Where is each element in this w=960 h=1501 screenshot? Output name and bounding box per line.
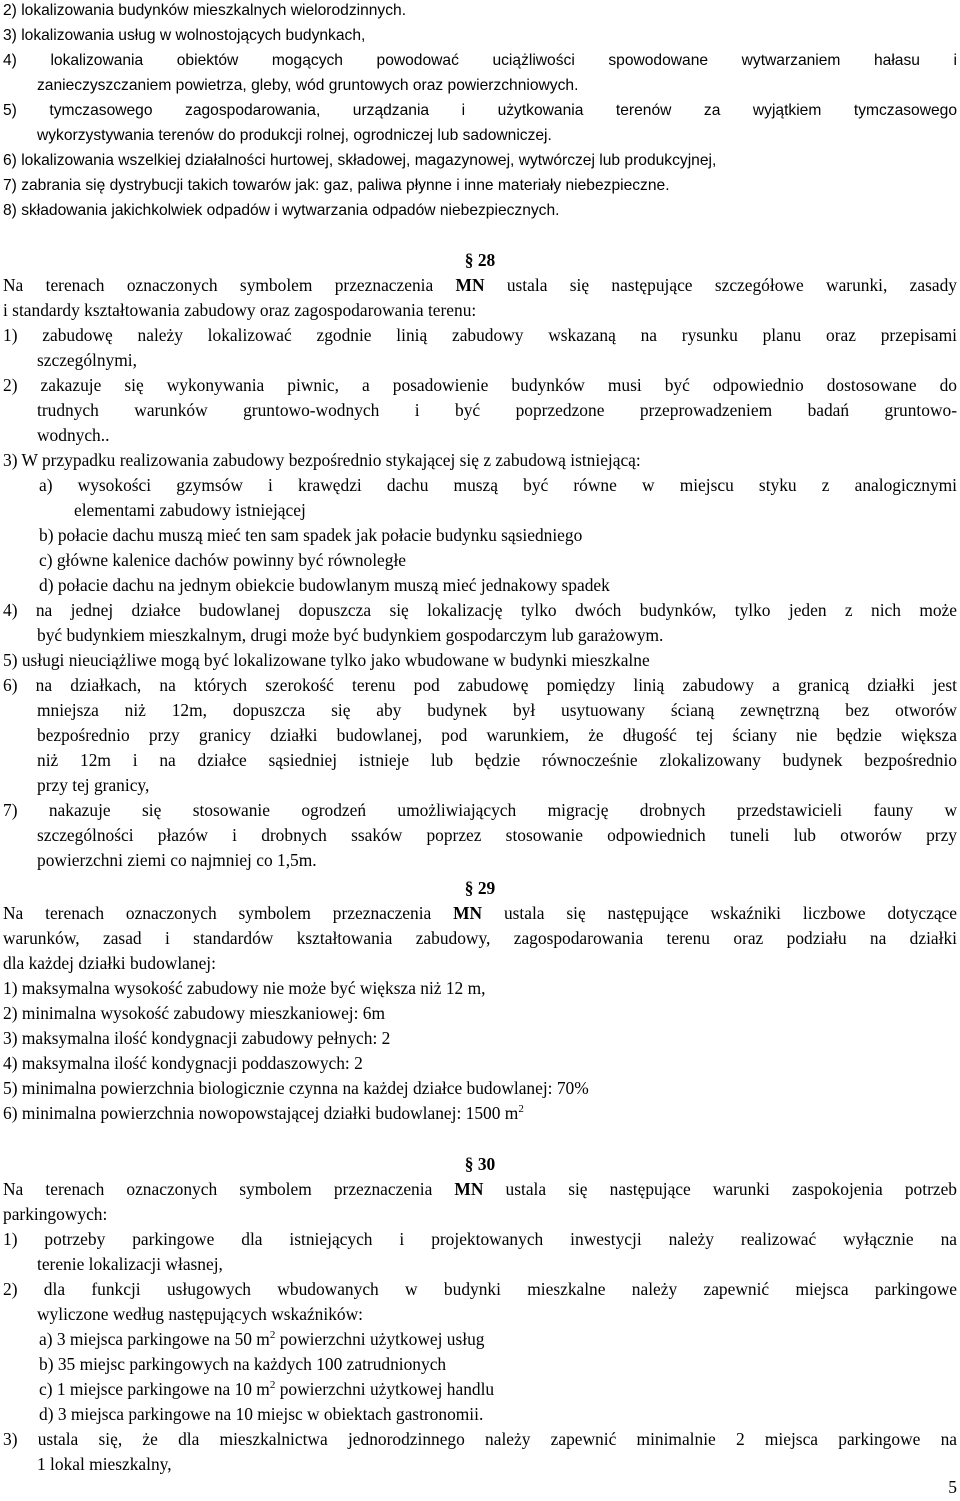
section-28-body	[3, 273, 957, 873]
section-symbol: §	[464, 1154, 474, 1174]
list-item-continuation: zanieczyszczaniem powietrza, gleby, wód gruntowych oraz powierzchniowych.	[37, 77, 579, 94]
list-item: 6) lokalizowania wszelkiej działalności hurtowej, składowej, magazynowej, wytwórczej lub produkcyjnej,	[3, 152, 717, 169]
section-intro	[3, 273, 957, 298]
list-item-continuation: mniejsza niż 12m, dopuszcza się aby budynek był usytuowany ścianą zewnętrzną bez otworów	[37, 700, 957, 720]
list-item: 5) usługi nieuciążliwe mogą być lokalizowane tylko jako wbudowane w budynki mieszkalne	[3, 650, 650, 670]
list-item-continuation: szczególnymi,	[37, 350, 137, 370]
intro-text: Na terenach oznaczonych symbolem przeznaczenia	[3, 1179, 455, 1199]
sub-item: b) 35 miejsc parkingowych na każdych 100 zatrudnionych	[39, 1354, 447, 1374]
intro-text: ustala się następujące warunki zaspokojenia potrzeb	[483, 1179, 957, 1199]
section-intro-continuation: warunków, zasad i standardów kształtowania zabudowy, zagospodarowania terenu oraz podziału na działki	[3, 928, 957, 948]
item-text: 6) minimalna powierzchnia nowopowstającej działki budowlanej: 1500 m	[3, 1103, 519, 1123]
intro-text: ustala się następujące szczegółowe warunki, zasady	[484, 275, 957, 295]
list-item: 6) na działkach, na których szerokość terenu pod zabudowę pomiędzy linią zabudowy a granicą działki jest	[3, 675, 957, 695]
item-text: powierzchni użytkowej usług	[275, 1329, 485, 1349]
list-item-continuation: powierzchni ziemi co najmniej co 1,5m.	[37, 850, 317, 870]
list-item-continuation: wykorzystywania terenów do produkcji rolnej, ogrodniczej lub sadowniczej.	[37, 127, 552, 144]
item-text: powierzchni użytkowej handlu	[275, 1379, 495, 1399]
zone-symbol: MN	[454, 1179, 484, 1199]
section-heading-29	[0, 876, 960, 901]
intro-prohibitions-list	[3, 0, 957, 223]
intro-text: Na terenach oznaczonych symbolem przeznaczenia	[3, 903, 454, 923]
section-number: 28	[477, 250, 496, 270]
list-item-continuation: być budynkiem mieszkalnym, drugi może być budynkiem gospodarczym lub garażowym.	[37, 625, 664, 645]
list-item-continuation: trudnych warunków gruntowo-wodnych i być poprzedzone przeprowadzeniem badań gruntowo-	[37, 400, 957, 420]
superscript: 2	[269, 1379, 276, 1391]
section-number: 29	[477, 878, 496, 898]
list-item: 4) na jednej działce budowlanej dopuszcza się lokalizację tylko dwóch budynków, tylko jeden z nich może	[3, 600, 957, 620]
list-item: 5) minimalna powierzchnia biologicznie czynna na każdej działce budowlanej: 70%	[3, 1078, 589, 1098]
sub-item: c) główne kalenice dachów powinny być równoległe	[39, 550, 407, 570]
list-item: 4) maksymalna ilość kondygnacji poddaszowych: 2	[3, 1053, 363, 1073]
list-item-continuation: terenie lokalizacji własnej,	[37, 1254, 223, 1274]
sub-item: d) 3 miejsca parkingowe na 10 miejsc w obiektach gastronomii.	[39, 1404, 484, 1424]
section-intro-continuation: parkingowych:	[3, 1204, 108, 1224]
list-item: 2) dla funkcji usługowych wbudowanych w budynki mieszkalne należy zapewnić miejsca parkingowe	[3, 1279, 957, 1299]
sub-item-continuation: elementami zabudowy istniejącej	[74, 500, 306, 520]
item-text: c) 1 miejsce parkingowe na 10 m	[39, 1379, 270, 1399]
section-heading-28	[0, 248, 960, 273]
list-item: 1) potrzeby parkingowe dla istniejących i projektowanych inwestycji należy realizować wyłącznie na	[3, 1229, 957, 1249]
superscript: 2	[269, 1329, 276, 1341]
intro-text: ustala się następujące wskaźniki liczbowe dotyczące	[482, 903, 957, 923]
list-item: 3) W przypadku realizowania zabudowy bezpośrednio stykającej się z zabudową istniejącą:	[3, 450, 641, 470]
list-item: 7) nakazuje się stosowanie ogrodzeń umożliwiających migrację drobnych przedstawicieli fauny w	[3, 800, 957, 820]
list-item: 1) zabudowę należy lokalizować zgodnie linią zabudowy wskazaną na rysunku planu oraz przepisami	[3, 325, 957, 345]
list-item: 3) lokalizowania usług w wolnostojących budynkach,	[3, 27, 366, 44]
list-item: 2) lokalizowania budynków mieszkalnych wielorodzinnych.	[3, 2, 407, 19]
sub-item: b) połacie dachu muszą mieć ten sam spadek jak połacie budynku sąsiedniego	[39, 525, 583, 545]
item-text: a) 3 miejsca parkingowe na 50 m	[39, 1329, 270, 1349]
section-heading-30	[0, 1152, 960, 1177]
section-30-body	[3, 1177, 957, 1477]
list-item: 1) maksymalna wysokość zabudowy nie może być większa niż 12 m,	[3, 978, 486, 998]
list-item-continuation: niż 12m i na działce sąsiedniej istnieje lub będzie równocześnie zlokalizowany budynek bezpośrednio	[37, 750, 957, 770]
list-item-continuation: 1 lokal mieszkalny,	[37, 1454, 172, 1474]
superscript: 2	[518, 1103, 524, 1115]
section-29-body	[3, 901, 957, 1126]
section-intro	[3, 1177, 957, 1202]
list-item	[3, 1101, 957, 1126]
list-item-continuation: bezpośrednio przy granicy działki budowlanej, pod warunkiem, że długość tej ściany nie będzie większa	[37, 725, 957, 745]
section-intro	[3, 901, 957, 926]
list-item-continuation: przy tej granicy,	[37, 775, 150, 795]
list-item: 2) zakazuje się wykonywania piwnic, a posadowienie budynków musi być odpowiednio dostosowane do	[3, 375, 957, 395]
sub-item: d) połacie dachu na jednym obiekcie budowlanym muszą mieć jednakowy spadek	[39, 575, 610, 595]
list-item: 2) minimalna wysokość zabudowy mieszkaniowej: 6m	[3, 1003, 386, 1023]
list-item: 7) zabrania się dystrybucji takich towarów jak: gaz, paliwa płynne i inne materiały niebezpieczne.	[3, 177, 670, 194]
section-number: 30	[477, 1154, 496, 1174]
list-item-continuation: szczególności płazów i drobnych ssaków poprzez stosowanie odpowiednich tuneli lub otworów przy	[37, 825, 957, 845]
list-item-continuation: wodnych..	[37, 425, 110, 445]
zone-symbol: MN	[455, 275, 485, 295]
section-symbol: §	[464, 878, 474, 898]
sub-item: a) wysokości gzymsów i krawędzi dachu muszą być równe w miejscu styku z analogicznymi	[39, 475, 957, 495]
section-intro-continuation: i standardy kształtowania zabudowy oraz zagospodarowania terenu:	[3, 300, 477, 320]
list-item: 4) lokalizowania obiektów mogących powodować uciążliwości spowodowane wytwarzaniem hałasu i	[3, 52, 957, 69]
intro-text: Na terenach oznaczonych symbolem przeznaczenia	[3, 275, 456, 295]
list-item-continuation: wyliczone według następujących wskaźników:	[37, 1304, 363, 1324]
page-number: 5	[948, 1477, 957, 1497]
list-item: 3) ustala się, że dla mieszkalnictwa jednorodzinnego należy zapewnić minimalnie 2 miejsca parkingowe na	[3, 1429, 957, 1449]
section-intro-continuation: dla każdej działki budowlanej:	[3, 953, 216, 973]
sub-item	[3, 1327, 957, 1352]
list-item: 8) składowania jakichkolwiek odpadów i wytwarzania odpadów niebezpiecznych.	[3, 202, 560, 219]
list-item: 3) maksymalna ilość kondygnacji zabudowy pełnych: 2	[3, 1028, 391, 1048]
sub-item	[3, 1377, 957, 1402]
zone-symbol: MN	[453, 903, 483, 923]
section-symbol: §	[464, 250, 474, 270]
list-item: 5) tymczasowego zagospodarowania, urządzania i użytkowania terenów za wyjątkiem tymczasowego	[3, 102, 957, 119]
